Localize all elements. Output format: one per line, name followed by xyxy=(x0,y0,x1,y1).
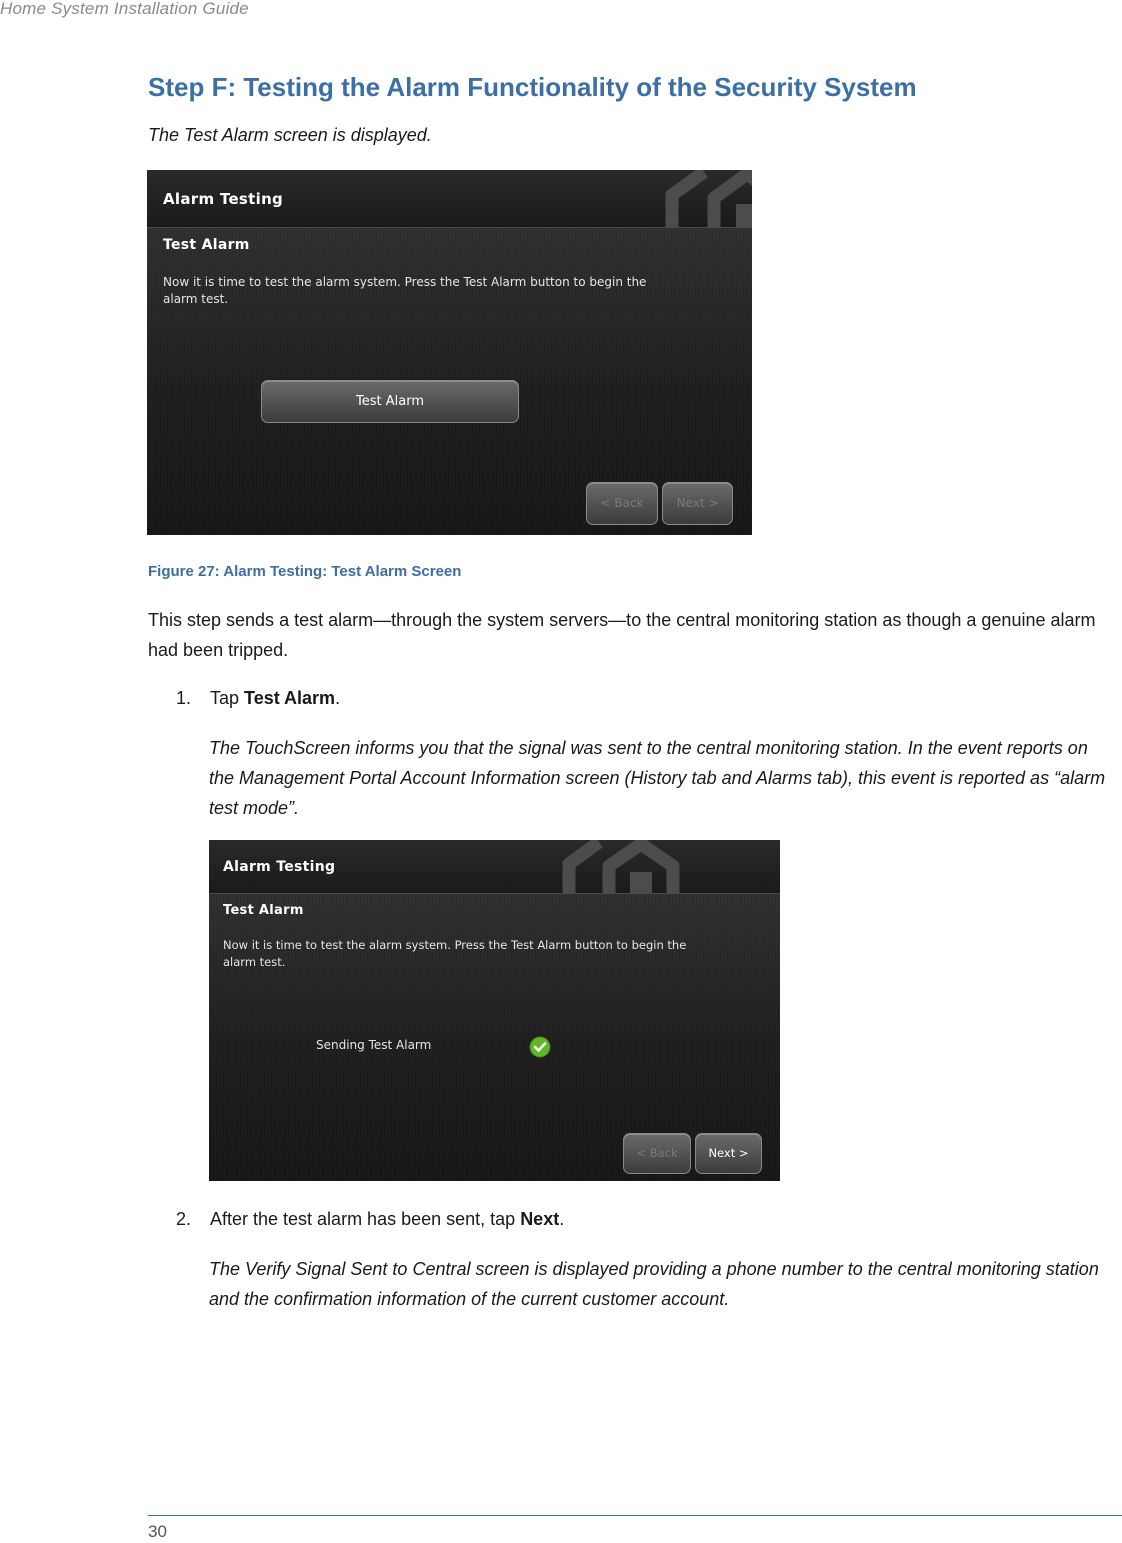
step-2 xyxy=(176,1209,564,1230)
device-title: Alarm Testing xyxy=(163,190,284,208)
back-button[interactable]: < Back xyxy=(586,482,658,525)
next-button[interactable]: Next > xyxy=(695,1133,762,1174)
check-circle-icon xyxy=(529,1036,551,1058)
step-suffix: . xyxy=(559,1209,565,1229)
running-header: Home System Installation Guide xyxy=(0,0,249,18)
step-number: 2. xyxy=(176,1209,192,1229)
step-suffix: . xyxy=(335,688,341,708)
test-alarm-screenshot xyxy=(147,170,752,535)
step-number: 1. xyxy=(176,688,192,708)
step-text: Tap xyxy=(210,688,245,708)
device-message-line-1: Now it is time to test the alarm system. Press the Test Alarm button to begin the xyxy=(223,938,687,952)
next-button[interactable]: Next > xyxy=(662,482,733,525)
step-action: Test Alarm xyxy=(244,688,336,708)
step-1 xyxy=(176,688,340,709)
device-message xyxy=(163,274,723,308)
device-message-line-2: alarm test. xyxy=(163,292,229,306)
status-text: Sending Test Alarm xyxy=(316,1038,432,1052)
device-subtitle: Test Alarm xyxy=(163,237,250,253)
description-paragraph: This step sends a test alarm—through the system servers—to the central monitoring station as though a genuine alarm had been tripped. xyxy=(148,610,1096,660)
sending-test-alarm-screenshot xyxy=(209,840,780,1181)
home-logo-icon xyxy=(662,170,752,227)
home-logo-icon xyxy=(559,840,759,893)
page-number: 30 xyxy=(148,1522,167,1541)
step-2-result: The Verify Signal Sent to Central screen is displayed providing a phone number to the central monitoring station and the confirmation information of the current customer account. xyxy=(209,1259,1099,1309)
step-1-result: The TouchScreen informs you that the signal was sent to the central monitoring station. In the event reports on the Management Portal Account Information screen (History tab and Alarms tab), this event is reported as “alarm test mode”. xyxy=(209,738,1106,818)
device-message-line-1: Now it is time to test the alarm system. Press the Test Alarm button to begin the xyxy=(163,275,647,289)
back-button[interactable]: < Back xyxy=(623,1133,691,1174)
device-title: Alarm Testing xyxy=(223,859,336,875)
figure-caption: Figure 27: Alarm Testing: Test Alarm Screen xyxy=(148,563,462,580)
section-heading: Step F: Testing the Alarm Functionality of the Security System xyxy=(148,72,917,102)
step-action: Next xyxy=(520,1209,560,1229)
footer-rule xyxy=(148,1515,1122,1516)
device-message-line-2: alarm test. xyxy=(223,955,286,969)
device-message xyxy=(223,937,763,971)
intro-text: The Test Alarm screen is displayed. xyxy=(148,125,432,145)
test-alarm-button[interactable]: Test Alarm xyxy=(261,380,519,423)
device-subtitle: Test Alarm xyxy=(223,903,304,918)
step-text: After the test alarm has been sent, tap xyxy=(210,1209,521,1229)
